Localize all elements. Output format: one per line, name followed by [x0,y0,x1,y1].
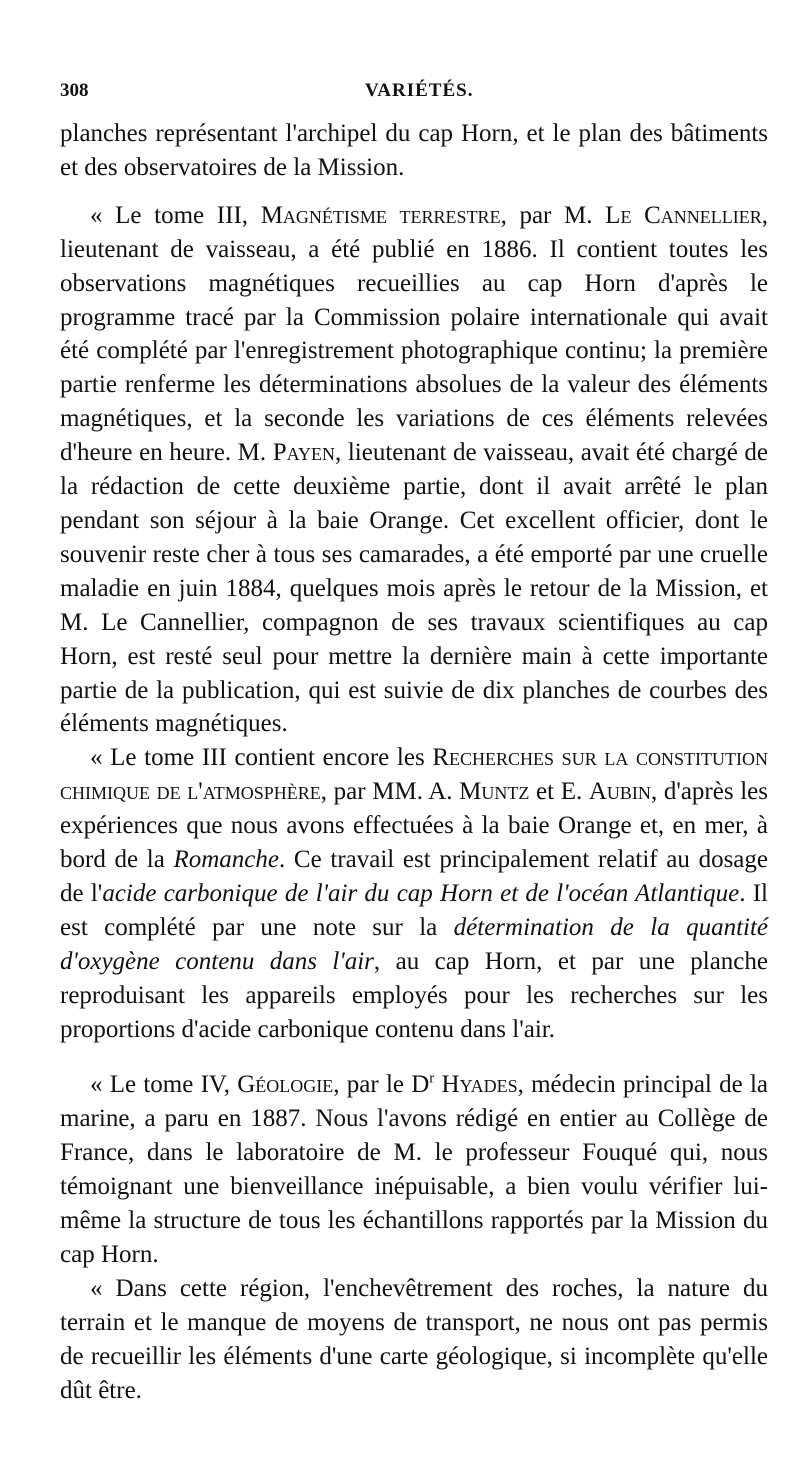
page-body [60,117,768,1408]
text-run: . Ce travail est principalement relatif au dosage de l' [60,846,768,907]
text-run: . Il est complété par une note sur la [60,879,768,941]
small-caps-run: Géologie [237,1071,334,1099]
superscript-run: r [429,1071,435,1088]
small-caps-run: Muntz [459,778,530,806]
text-run: , lieutenant de vaisseau, a été publié en 1886. Il contient toutes les observations magnétiques recueillies au cap Horn d'après le programme tracé par la Commission polaire internationale qui avait été complété par l'enregistrement photographique continu; la première partie renferme les déterminations absolues de la valeur des éléments magnétiques, et la seconde les variations de ces éléments relevées d'heure en heure. M. [60,201,768,467]
text-run: , médecin principal de la marine, a paru en 1887. Nous l'avons rédigé en entier au Collège de France, dans le laboratoire de M. le professeur Fouqué qui, nous témoignant une bienveillance inépuisable, a bien voulu vérifier lui-même la structure de tous les échantillons rapportés par la Mission du cap Horn. [60,1071,768,1268]
paragraph-2 [60,199,768,742]
italic-run: détermination de la quantité d'oxygène contenu dans l'air [60,913,769,975]
text-run: « Le tome IV, [90,1071,238,1099]
text-run: , lieutenant de vaisseau, avait été chargé de la rédaction de cette deuxième partie, dont il avait arrêté le plan pendant son séjour à la baie Orange. Cet excellent officier, dont le souvenir reste cher à tous ses camarades, a été emporté par une cruelle maladie en juin 1884, quelques mois après le retour de la Mission, et M. Le Cannellier, compagnon de ses travaux scientifiques au cap Horn, est resté seul pour mettre la dernière main à cette importante partie de la publication, qui est suivie de dix planches de courbes des éléments magnétiques. [60,439,768,738]
text-run: « Le tome III, [90,201,261,229]
paragraph-5-text: « Dans cette région, l'enchevêtrement des roches, la nature du terrain et le manque de moyens de transport, ne nous ont pas permis de recueillir les éléments d'une carte géologique, si incomplète qu'elle dût être. [60,1274,768,1404]
text-run: , par M. [500,201,606,229]
small-caps-run: Magnétisme terrestre [260,201,501,229]
text-run: et E. [529,778,589,806]
page-header [60,80,768,108]
small-caps-run: Recherches sur la constitution chimique de l'atmosphère [60,744,768,806]
running-head: VARIÉTÉS. [365,80,474,101]
page-number: 308 [60,80,89,101]
paragraph-5 [60,1272,768,1408]
small-caps-run: Payen [272,439,335,467]
small-caps-run: Le Cannellier [605,201,762,229]
text-run: « Le tome III contient encore les [90,744,433,772]
text-run [434,1071,441,1098]
text-run: , au cap Horn, et par une planche reproduisant les appareils employés pour les recherches sur les proportions d'acide carbonique contenu dans l'air. [60,947,768,1043]
text-run: , par le D [333,1071,430,1099]
text-run: , par MM. A. [320,778,460,806]
paragraph-1 [60,117,768,185]
paragraph-3 [60,741,768,1046]
small-caps-run: Hyades [441,1071,518,1099]
paragraph-4 [60,1068,768,1271]
small-caps-run: Aubin [588,778,651,806]
italic-run: acide carbonique de l'air du cap Horn et de l'océan Atlantique [102,879,740,907]
paragraph-1-text: planches représentant l'archipel du cap Horn, et le plan des bâtiments et des observatoires de la Mission. [60,120,768,181]
text-run: , d'après les expériences que nous avons effectuées à la baie Orange et, en mer, à bord de la [60,778,768,874]
italic-run: Romanche [173,846,280,874]
